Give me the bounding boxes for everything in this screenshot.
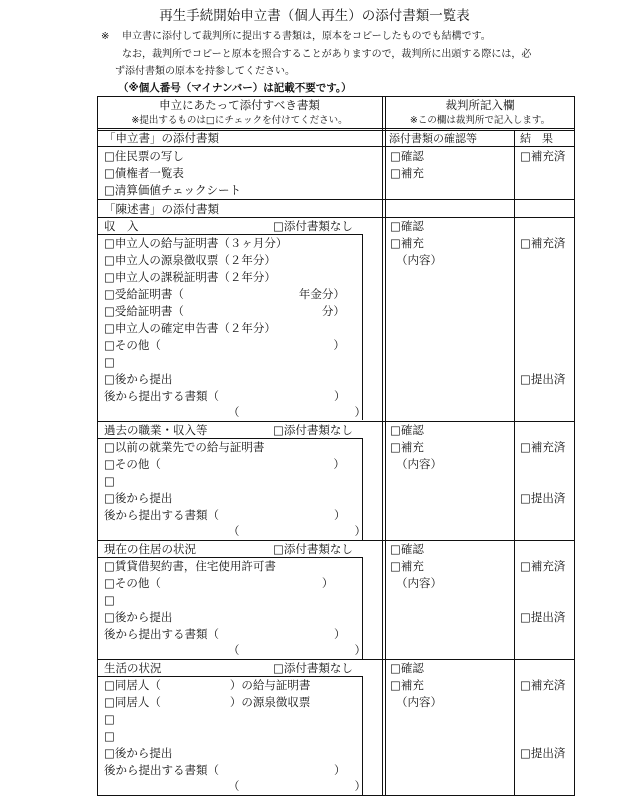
row-divider [97,438,362,439]
checkbox-blank[interactable]: □ [104,474,115,488]
later-documents-line: 後から提出する書類（ ） [104,508,346,522]
section-past-occupation-title: 過去の職業・収入等 [104,423,208,437]
section-divider [97,659,574,660]
checkbox-tax-certificate[interactable]: □申立人の課税証明書（２年分） [104,270,276,284]
s5-supplement-check[interactable]: □補充 [390,559,424,573]
table-top-border [97,96,574,97]
inner-divider [362,676,363,796]
checkbox-blank[interactable]: □ [104,355,115,369]
s5-result-submitted[interactable]: □提出済 [520,610,566,624]
s1-result-supplemented[interactable]: □補充済 [520,149,566,163]
s4-confirm-check[interactable]: □確認 [390,423,424,437]
section-living-title: 生活の状況 [104,661,162,675]
s6-result-supplemented[interactable]: □補充済 [520,678,566,692]
checkbox-submit-later[interactable]: □後から提出 [104,372,173,386]
s6-supplement-check[interactable]: □補充 [390,678,424,692]
s3-result-supplemented[interactable]: □補充済 [520,236,566,250]
left-header-title: 申立にあたって添付すべき書類 [159,98,320,112]
checkbox-blank[interactable]: □ [104,729,115,743]
checkbox-cohabitant-withholding[interactable]: □同居人（ ）の源泉徴収票 [104,695,311,709]
row-divider [97,557,362,558]
checkbox-pension-certificate[interactable]: □受給証明書（ 年金分） [104,287,345,301]
s1-supplement-check[interactable]: □補充 [390,166,424,180]
column-double-divider [382,96,386,796]
table-left-border [97,96,98,796]
section-housing-title: 現在の住居の状況 [104,542,196,556]
row-divider [97,217,574,218]
s3-supplement-check[interactable]: □補充 [390,236,424,250]
left-header-sub: ※提出するものは□にチェックを付けてください。 [131,115,348,126]
later-documents-line-2: （ ） [228,779,366,793]
past-no-attachment-check[interactable]: □添付書類なし [273,423,353,437]
table-bottom-border [97,795,575,796]
checkbox-blank[interactable]: □ [104,593,115,607]
result-column-header: 結 果 [520,132,553,145]
s6-result-submitted[interactable]: □提出済 [520,746,566,760]
right-header-sub: ※この欄は裁判所で記入します。 [409,115,551,126]
checkbox-salary-certificate[interactable]: □申立人の給与証明書（３ヶ月分） [104,236,288,250]
housing-no-attachment-check[interactable]: □添付書類なし [273,542,353,556]
checkbox-submit-later[interactable]: □後から提出 [104,746,173,760]
s5-content-label: （内容） [396,576,442,590]
checkbox-other[interactable]: □その他（ ） [104,576,334,590]
living-no-attachment-check[interactable]: □添付書類なし [273,661,353,675]
mynumber-note: （※個人番号（マイナンバー）は記載不要です。） [118,82,352,94]
checkbox-submit-later[interactable]: □後から提出 [104,491,173,505]
section-divider [97,421,574,422]
checkbox-blank[interactable]: □ [104,712,115,726]
later-documents-line: 後から提出する書類（ ） [104,389,346,403]
s4-result-submitted[interactable]: □提出済 [520,491,566,505]
income-no-attachment-check[interactable]: □添付書類なし [273,219,353,233]
page-title: 再生手続開始申立書（個人再生）の添付書類一覧表 [159,8,470,24]
s1-confirm-check[interactable]: □確認 [390,149,424,163]
section-income-title: 収 入 [104,219,139,233]
section-application-title: 「申立書」の添付書類 [104,131,219,145]
checkbox-other[interactable]: □その他（ ） [104,457,345,471]
inner-divider [362,234,363,420]
row-divider [97,234,362,235]
checkbox-previous-salary[interactable]: □以前の就業先での給与証明書 [104,440,265,454]
s6-content-label: （内容） [396,695,442,709]
checkbox-other[interactable]: □その他（ ） [104,338,345,352]
checkbox-cohabitant-salary[interactable]: □同居人（ ）の給与証明書 [104,678,311,692]
note-line-3: ず添付書類の原本を持参してください。 [115,66,295,77]
section-statement-title: 「陳述書」の添付書類 [104,202,219,216]
s6-confirm-check[interactable]: □確認 [390,661,424,675]
note-mark: ※ [101,31,110,42]
row-divider [97,146,574,147]
checkbox-resident-record[interactable]: □住民票の写し [104,149,184,163]
section-divider [97,540,574,541]
later-documents-line-2: （ ） [228,405,366,419]
later-documents-line-2: （ ） [228,524,366,538]
s3-result-submitted[interactable]: □提出済 [520,372,566,386]
note-line-1: 申立書に添付して裁判所に提出する書類は，原本をコピーしたものでも結構です。 [122,31,491,42]
right-header-title: 裁判所記入欄 [445,98,515,112]
s4-result-supplemented[interactable]: □補充済 [520,440,566,454]
checkbox-lease-contract[interactable]: □賃貸借契約書，住宅使用許可書 [104,559,276,573]
s3-confirm-check[interactable]: □確認 [390,219,424,233]
s3-content-label: （内容） [396,253,442,267]
checkbox-benefit-certificate[interactable]: □受給証明書（ 分） [104,304,345,318]
note-line-2: なお，裁判所でコピーと原本を照合することがありますので，裁判所に出頭する際には，必 [122,49,532,60]
checkbox-submit-later[interactable]: □後から提出 [104,610,173,624]
later-documents-line-2: （ ） [228,643,366,657]
s5-result-supplemented[interactable]: □補充済 [520,559,566,573]
row-divider [97,199,574,200]
s5-confirm-check[interactable]: □確認 [390,542,424,556]
later-documents-line: 後から提出する書類（ ） [104,627,346,641]
checkbox-tax-return[interactable]: □申立人の確定申告書（２年分） [104,321,276,335]
checkbox-creditor-list[interactable]: □債権者一覧表 [104,166,184,180]
checkbox-withholding-slip[interactable]: □申立人の源泉徴収票（２年分） [104,253,276,267]
checkbox-liquidation-sheet[interactable]: □清算価値チェックシート [104,183,242,197]
s4-content-label: （内容） [396,457,442,471]
s4-supplement-check[interactable]: □補充 [390,440,424,454]
table-right-border [574,96,575,796]
confirm-column-header: 添付書類の確認等 [389,132,477,145]
later-documents-line: 後から提出する書類（ ） [104,763,346,777]
row-divider [97,676,362,677]
result-column-divider [514,130,515,796]
